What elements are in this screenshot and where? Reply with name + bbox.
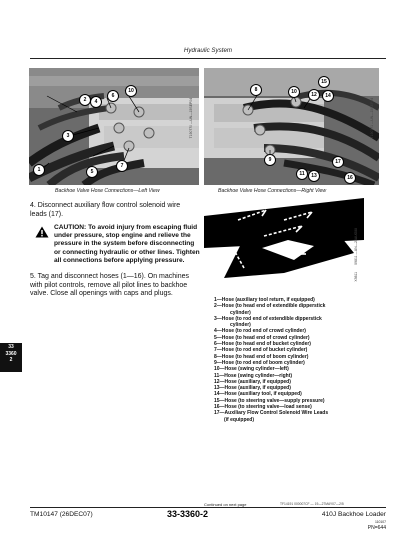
legend-item: 14—Hose (auxiliary tool, if equipped) (214, 391, 302, 398)
page-header-title: Hydraulic System (183, 47, 233, 54)
legend-item: 11—Hose (swing cylinder—right) (214, 372, 293, 379)
callout-6: 6 (107, 90, 119, 102)
callout-13: 13 (308, 170, 320, 182)
legend-item: cylinder) (230, 309, 251, 316)
header-rule (30, 58, 386, 59)
callout-10: 10 (125, 85, 137, 97)
callout-7: 7 (116, 160, 128, 172)
callout-17: 17 (332, 156, 344, 168)
callout-4: 4 (90, 96, 102, 108)
footer-page-number: 33-3360-2 (167, 509, 209, 519)
step-5-text: 5. Tag and disconnect hoses (1—16). On machines with pilot controls, remove all pilot lines to backhoe valve. Close all openings with caps and plugs. (30, 273, 190, 298)
legend-item: 7—Hose (to rod end of bucket cylinder) (214, 347, 308, 354)
fluid-pressure-illustration (204, 198, 364, 288)
callout-15: 15 (318, 76, 330, 88)
callout-9: 9 (264, 154, 276, 166)
callout-5: 5 (86, 166, 98, 178)
fluid-pressure-diagram (204, 198, 364, 288)
hose-legend (214, 297, 379, 423)
photo-left-code: T190770 —UN—15SEP04 (189, 98, 193, 139)
legend-item: 16—Hose (to steering valve—load sense) (214, 404, 312, 411)
diagram-code: X9811 —UN—23AUG88 (354, 228, 358, 266)
diagram-code-short: X9811 (354, 272, 358, 282)
callout-3: 3 (62, 130, 74, 142)
photo-right-code: T190771 —UN—15SEP04 (370, 98, 374, 139)
legend-item: 1—Hose (auxiliary tool return, if equipped) (214, 297, 315, 303)
callout-8: 8 (250, 84, 262, 96)
legend-item: 8—Hose (to head end of boom cylinder) (214, 353, 309, 360)
continued-note: Continued on next page (204, 502, 247, 507)
footer-pn: PN=644 (367, 525, 386, 531)
section-tab-line: 33 (8, 344, 14, 350)
callout-10: 10 (288, 86, 300, 98)
caption-right-view: Backhoe Valve Hose Connections—Right View (218, 188, 327, 194)
footer-doc-code: TF14191 000007CF — 19—27MAY07—2/5 (280, 502, 344, 506)
legend-item: cylinder) (230, 322, 251, 329)
legend-item: 5—Hose (to head end of crowd cylinder) (214, 334, 310, 341)
photo-backhoe-valve-right (204, 68, 379, 185)
legend-item: 2—Hose (to head end of extendible dipperstick (214, 303, 326, 310)
callout-12: 12 (308, 89, 320, 101)
legend-item: 3—Hose (to rod end of extendible dipperstick (214, 315, 322, 322)
callout-1: 1 (33, 164, 45, 176)
section-tab-line: 3360 (5, 350, 17, 357)
warning-triangle-icon (35, 226, 49, 238)
callout-16: 16 (344, 172, 356, 184)
footer-machine-name: 410J Backhoe Loader (321, 511, 386, 518)
legend-item: (if equipped) (224, 416, 254, 423)
step-4-text: 4. Disconnect auxiliary flow control solenoid wire leads (17). (30, 202, 181, 218)
callout-2: 2 (79, 94, 91, 106)
footer-date-code: 110107 (374, 520, 386, 524)
footer-manual-id: TM10147 (26DEC07) (30, 511, 93, 518)
callout-14: 14 (322, 90, 334, 102)
legend-item: 15—Hose (to steering valve—supply pressure) (214, 397, 325, 404)
caption-left-view: Backhoe Valve Hose Connections—Left View (55, 188, 160, 194)
legend-item: 17—Auxiliary Flow Control Solenoid Wire Leads (214, 410, 329, 417)
legend-item: 9—Hose (to rod end of boom cylinder) (214, 359, 305, 366)
photo-backhoe-valve-left (29, 68, 199, 185)
section-tab (0, 343, 22, 372)
legend-item: 6—Hose (to head end of bucket cylinder) (214, 341, 311, 348)
photo-left-illustration (29, 68, 199, 185)
footer-rule (30, 507, 386, 508)
legend-item: 13—Hose (auxiliary, if equipped) (214, 385, 291, 392)
legend-item: 10—Hose (swing cylinder—left) (214, 366, 289, 373)
caution-text: CAUTION: To avoid injury from escaping fluid under pressure, stop engine and relieve the pressure in the system before disconnecting or connecting hydraulic or other lines. Tighten all connections before applying pressure. (54, 224, 200, 264)
legend-item: 4—Hose (to rod end of crowd cylinder) (214, 328, 306, 335)
section-tab-line: 2 (9, 357, 13, 364)
legend-item: 12—Hose (auxiliary, if equipped) (214, 378, 291, 385)
callout-11: 11 (296, 168, 308, 180)
